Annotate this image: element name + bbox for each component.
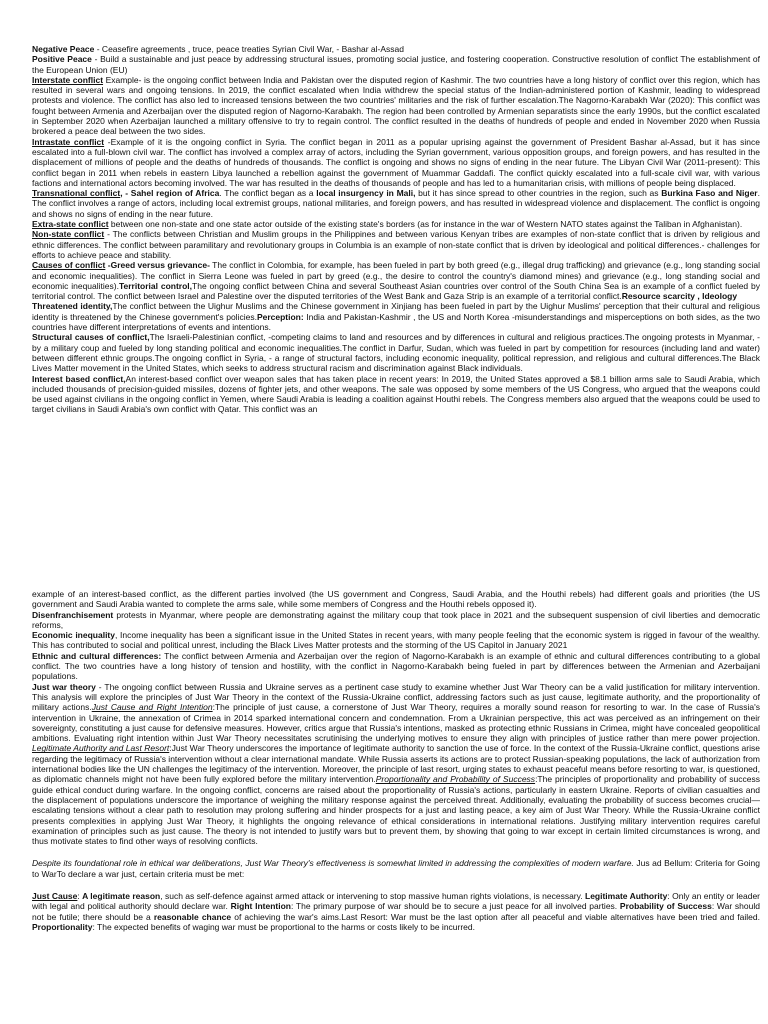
transnational-text-3: . The conflict involves a range of actors, including local extremist groups, national militaries, and foreign powers, and has resulted in widespread violence and displacement. The conflict is ongoing and shows no signs of ending in the near future.: [32, 188, 760, 219]
positive-peace-text: - Build a sustainable and just peace by addressing structural issues, promoting social justice, and fostering cooperation. Constructive resolution of conflict The establishment of the European Union (EU): [32, 54, 760, 75]
just-cause-intention-subheading: Just Cause and Right Intention: [91, 702, 213, 713]
probability-success-bold: Probability of Success: [619, 901, 712, 912]
non-state-text: - The conflicts between Christian and Muslim groups in the Philippines and between various Kenyan tribes are examples of non-state conflict that is driven by religious and ethnic differences. The conflict between paramilitary and revolutionary groups in Columbia is an example of non-state conflict that is driven by ideological and political differences.- challenges for efforts to achieve peace and stability.: [32, 229, 761, 260]
conclusion-paragraph: [32, 858, 760, 879]
perception-bold: Perception:: [256, 311, 304, 322]
right-intention-bold: Right Intention: [230, 901, 291, 912]
threatened-identity-text-2: India and Pakistan-Kashmir , the US and North Korea -misunderstandings and misperceptions on both sides, as the two countries have different interpretations of events and intentions.: [32, 311, 760, 333]
interstate-paragraph: [32, 75, 760, 137]
criteria-text-0: :: [77, 891, 83, 902]
criteria-paragraph: [32, 891, 760, 932]
criteria-text-2: : Only an entity or leader with legal and political authority should declare war.: [32, 891, 760, 912]
legitimate-authority-subheading: Legitimate Authority and Last Resort: [32, 743, 170, 754]
intrastate-text: -Example of it is the ongoing conflict in Syria. The conflict began in 2011 as a popular uprising against the government of President Bashar al-Assad, but it has since escalated into a full-blown civil war. The conflict has involved a complex array of actors, including the Syrian government, various opposition groups, and foreign powers, and has resulted in the displacement of millions of people and the deaths of hundreds of thousands. The conflict is ongoing and shows no signs of ending in the near future. The Libyan Civil War (2011-present): This conflict began in 2011 when rebels in eastern Libya launched a rebellion against the government of Muammar Gaddafi. The conflict quickly escalated into a full-scale civil war, with various factions and international actors becoming involved. The war has resulted in the deaths of thousands of people and has led to a humanitarian crisis, with millions of people being displaced.: [32, 136, 760, 188]
extra-state-heading: Extra-state conflict: [32, 219, 109, 230]
negative-peace-heading: Negative Peace: [32, 44, 95, 54]
ethnic-cultural-text: The conflict between Armenia and Azerbaijan over the region of Nagorno-Karabakh is an example of ethnic and cultural differences contributing to a global conflict. The two countries have a long history of tension and hostility, with the conflict in Nagorno-Karabakh being fueled in part by differences between the Armenian and Azerbaijani populations.: [32, 650, 760, 682]
structural-causes-paragraph: [32, 332, 760, 373]
just-war-paragraph: [32, 682, 760, 847]
extra-state-text: between one non-state and one state actor outside of the existing state's borders (as for instance in the war of Western NATO states against the Taliban in Afghanistan).: [108, 219, 743, 230]
burkina-niger-bold: Burkina Faso and Niger: [661, 188, 758, 199]
causes-text-2: The ongoing conflict between China and several Southeast Asian countries over control of the South China Sea is an example of a conflict fueled by territorial control. The conflict between Israel and Palestine over the disputed territories of the West Bank and Gaza Strip is an example of a territorial conflict.: [32, 280, 760, 302]
interstate-heading: Interstate conflict: [32, 74, 104, 85]
resource-ideology-bold: Resource scarcity , Ideology: [621, 291, 738, 302]
just-cause-heading: Just Cause: [32, 891, 78, 902]
structural-causes-text: The Israeli-Palestinian conflict, -competing claims to land and resources and by differences in cultural and religious practices.The ongoing protests in Myanmar, - by a military coup and fueled by long standing political and economic inequalities.The conflict in Darfur, Sudan, which was fueled in part by competition for resources (including land and water) between different ethnic groups.The ongoing conflict in Syria, - a range of structural factors, including economic inequality, political repression, and religious and cultural differences.The Black Lives Matter movement in the United States, which seeks to address structural racism and discrimination against Black individuals.: [32, 332, 760, 374]
economic-inequality-text: , Income inequality has been a significant issue in the United States in recent years, with many people feeling that the economic system is rigged in favour of the wealthy. This has contributed to social and political unrest, including the Black Lives Matter protests and the storming of the US Capitol in January 2021: [32, 630, 760, 651]
disenfranchisement-text: protests in Myanmar, where people are demonstrating against the military coup that took place in 2021 and the subsequent suspension of civil liberties and democratic reforms,: [32, 609, 760, 630]
causes-text-1: The conflict in Colombia, for example, has been fueled in part by both greed (e.g., illegal drug trafficking) and grievance (e.g., long standing social and economic inequalities). The conflict in Sierra Leone was fueled in part by greed (e.g., the desire to control the country's diamond mines) and grievance (e.g., long standing social and economic inequalities).: [32, 260, 760, 291]
just-war-text-3: :Just War Theory underscores the importance of legitimate authority to sanction the use of force. In the context of the Russia-Ukraine conflict, questions arise regarding the legitimacy of Russia's intervention without a clear international mandate. While Russia asserts its actions are to protect Russian-speaking populations, the lack of authorization from international bodies like the UN challenges the legitimacy of the intervention. Moreover, the principle of last resort, urging states to exhaust peaceful means before resorting to war, is questioned, as diplomatic channels might not have been fully explored before the military intervention.: [32, 743, 760, 785]
interest-based-heading: Interest based conflict,: [32, 373, 126, 384]
economic-inequality-heading: Economic inequality: [32, 630, 115, 641]
non-state-heading: Non-state conflict: [32, 229, 105, 240]
disenfranchisement-paragraph: [32, 610, 760, 631]
interest-continued-paragraph: [32, 589, 760, 610]
conclusion-italic: Despite its foundational role in ethical war deliberations, Just War Theory's effectiveness is somewhat limited in addressing the complexities of modern warfare.: [32, 858, 634, 869]
interest-based-text: An interest-based conflict over weapon sales that has taken place in recent years: In 2019, the United States approved a $8.1 billion arms sale to Saudi Arabia, which included thousands of precision-guided missiles, dozens of fighter jets, and other weapons. The sale was opposed by some members of the US Congress, who argued that the weapons could be used against civilians in the ongoing conflict in Yemen, where Saudi Arabia is leading a coalition against Houthi rebels. The Congress members also argued that the weapons could be used to target civilians in Saudi Arabia's own conflict with Qatar. This conflict was an: [32, 373, 760, 415]
causes-heading: Causes of conflict: [32, 260, 106, 271]
transnational-heading: Transnational conflict: [32, 188, 121, 199]
legitimate-authority-bold: Legitimate Authority: [585, 891, 668, 902]
reasonable-chance-bold: reasonable chance: [153, 911, 232, 922]
structural-causes-heading: Structural causes of conflict,: [32, 332, 150, 343]
intrastate-heading: Intrastate conflict: [32, 136, 105, 147]
criteria-text-5: of achieving the war's aims.Last Resort: War must be the last option after all peaceful and viable alternatives have been tried and failed.: [231, 911, 760, 922]
legitimate-reason-bold: A legitimate reason: [82, 891, 161, 902]
greed-grievance-bold: -Greed versus grievance-: [105, 260, 210, 271]
conclusion-text: Jus ad Bellum: Criteria for Going to WarTo declare a war just, certain criteria must be met:: [32, 858, 760, 879]
interstate-text: Example- is the ongoing conflict between India and Pakistan over the disputed region of Kashmir. The two countries have a long history of conflict over this region, which has resulted in several wars and ongoing tensions. In 2019, the conflict escalated when India withdrew the special status of the Indian-administered portion of Kashmir, leading to widespread protests and violence. The conflict has also led to increased tensions between the two countries' militaries and the risk of further escalation.The Nagorno-Karabakh War (2020): This conflict was fought between Armenia and Azerbaijan over the disputed region of Nagorno-Karabakh. The region had been controlled by Armenian separatists since the early 1990s, but the conflict escalated in September 2020 when Azerbaijan launched a military offensive to try to regain control. The conflict resulted in the deaths of hundreds of people and ended in November 2020 when Russia brokered a peace deal between the two sides.: [32, 74, 760, 137]
ethnic-cultural-paragraph: [32, 651, 760, 682]
proportionality-bold: Proportionality: [32, 921, 93, 932]
just-war-text-2: :The principle of just cause, a cornerstone of Just War Theory, requires a morally sound reason for resorting to war. In the case of Russia's intervention in Ukraine, the annexation of Crimea in 2014 sparked international concern and condemnation. From a Ukrainian perspective, this act was perceived as an infringement on their sovereignty, constituting a just cause for defensive measures. However, critics argue that Russia's intentions, masked as protecting ethnic Russians in Crimea, might have concealed geopolitical ambitions. Evaluating right intention within Just War Theory necessitates scrutinising the underlying motives to ensure they align with principles of justice rather than mere power projection.: [32, 702, 760, 744]
sahel-region-bold: , - Sahel region of Africa: [120, 188, 220, 199]
causes-paragraph: [32, 260, 760, 301]
proportionality-subheading: Proportionality and Probability of Success: [375, 774, 536, 785]
positive-peace-paragraph: [32, 54, 760, 75]
just-war-heading: Just war theory: [32, 681, 96, 692]
just-war-text-1: - The ongoing conflict between Russia and Ukraine serves as a pertinent case study to examine whether Just War Theory can be a valid justification for military intervention. This analysis will explore the principles of Just War Theory in the context of the Russia-Ukraine conflict, addressing factors such as just cause, legitimate authority, and the proportionality of military actions.: [32, 681, 760, 713]
intrastate-paragraph: [32, 137, 760, 188]
positive-peace-heading: Positive Peace: [32, 54, 92, 65]
criteria-text-4: : War should not be futile; there should be a: [32, 901, 760, 922]
extra-state-paragraph: [32, 219, 760, 229]
non-state-paragraph: [32, 229, 760, 260]
economic-inequality-paragraph: [32, 630, 760, 651]
ethnic-cultural-heading: Ethnic and cultural differences:: [32, 650, 162, 661]
negative-peace-text: - Ceasefire agreements , truce, peace treaties Syrian Civil War, - Bashar al-Assad: [94, 44, 404, 54]
threatened-identity-paragraph: [32, 301, 760, 332]
criteria-text-1: , such as self-defence against armed attack or intervening to stop massive human rights violations, is necessary.: [160, 891, 585, 902]
disenfranchisement-heading: Disenfranchisement: [32, 609, 114, 620]
criteria-text-6: : The expected benefits of waging war must be proportional to the harms or costs likely to be incurred.: [92, 921, 475, 932]
interest-based-paragraph: [32, 374, 760, 415]
negative-peace-paragraph: [32, 44, 760, 54]
mali-bold: local insurgency in Mali,: [316, 188, 416, 199]
interest-continued-text: example of an interest-based conflict, as the different parties involved (the US government and Congress, Saudi Arabia, and the Houthi rebels) had different goals and priorities (the US government and Saudi Arabia wanted to complete the arms sale, while some members of Congress and the Houthi rebels opposed it).: [32, 589, 760, 610]
threatened-identity-text-1: The conflict between the Uighur Muslims and the Chinese government in Xinjiang has been fueled in part by the Uighur Muslims' perception that their cultural and religious identity is threatened by the Chinese government's policies.: [32, 301, 760, 322]
territorial-control-bold: Territorial control,: [118, 280, 193, 291]
page-top-section: [32, 44, 760, 415]
just-war-text-4: :The principles of proportionality and probability of success guide ethical conduct during warfare. In the ongoing conflict, concerns are raised about the proportionality of Russia's actions, particularly in eastern Ukraine. Reports of civilian casualties and the displacement of populations underscore the importance of weighing the military response against the perceived threat. Additionally, evaluating the probability of success becomes crucial—escalating tensions without a clear path to resolution may prolong suffering and hinder prospects for a just and lasting peace, a key aim of Just War Theory. While the Russia-Ukraine conflict presents complexities in applying Just War Theory, it highlights the ongoing relevance of ethical considerations in international relations. Justifying military intervention requires careful examination of principles such as just cause. The theory is not intended to justify wars but to prevent them, by showing that going to war except in certain limited circumstances is wrong, and thus motivate states to find other ways of resolving conflicts.: [32, 774, 760, 847]
criteria-text-3: : The primary purpose of war should be to secure a just peace for all involved parties.: [290, 901, 620, 912]
page-bottom-section: [32, 589, 760, 932]
threatened-identity-heading: Threatened identity,: [32, 301, 113, 312]
transnational-text-1: . The conflict began as a: [219, 188, 317, 199]
transnational-text-2: but it has since spread to other countries in the region, such as: [415, 188, 662, 199]
transnational-paragraph: [32, 188, 760, 219]
